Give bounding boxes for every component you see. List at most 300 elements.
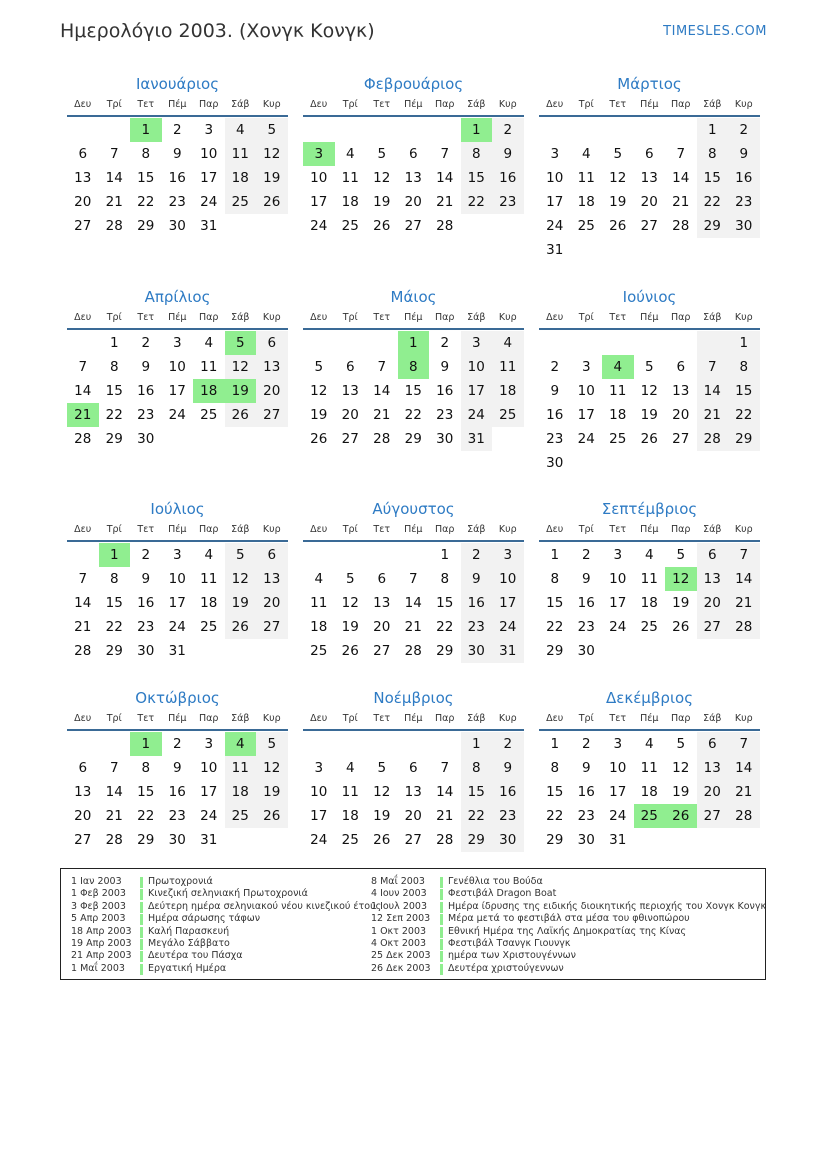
day-cell[interactable]: 1	[550, 547, 560, 563]
day-cell[interactable]: 25	[310, 643, 328, 659]
day-cell[interactable]: 7	[78, 571, 88, 587]
day-cell[interactable]: 6	[408, 146, 418, 162]
day-cell[interactable]: 25	[225, 804, 257, 828]
day-cell[interactable]: 12	[609, 170, 627, 186]
day-cell[interactable]: 7	[408, 571, 418, 587]
day-cell[interactable]: 18	[609, 407, 627, 423]
day-cell[interactable]: 29	[137, 218, 155, 234]
day-cell[interactable]: 29	[461, 828, 493, 852]
day-cell[interactable]: 28	[373, 431, 391, 447]
holiday-day-cell[interactable]: 12	[665, 567, 697, 591]
day-cell[interactable]: 27	[256, 403, 288, 427]
day-cell[interactable]: 28	[74, 643, 92, 659]
day-cell[interactable]: 8	[141, 146, 151, 162]
day-cell[interactable]: 1	[550, 736, 560, 752]
day-cell[interactable]: 14	[74, 595, 92, 611]
day-cell[interactable]: 20	[74, 194, 92, 210]
day-cell[interactable]: 23	[137, 407, 155, 423]
day-cell[interactable]: 20	[256, 379, 288, 403]
day-cell[interactable]: 15	[697, 166, 729, 190]
day-cell[interactable]: 15	[461, 780, 493, 804]
day-cell[interactable]: 26	[640, 431, 658, 447]
day-cell[interactable]: 15	[546, 784, 564, 800]
day-cell[interactable]: 15	[105, 383, 123, 399]
day-cell[interactable]: 30	[436, 431, 454, 447]
day-cell[interactable]: 16	[436, 383, 454, 399]
day-cell[interactable]: 26	[609, 218, 627, 234]
day-cell[interactable]: 25	[640, 619, 658, 635]
day-cell[interactable]: 18	[640, 595, 658, 611]
holiday-day-cell[interactable]: 1	[130, 118, 162, 142]
day-cell[interactable]: 27	[341, 431, 359, 447]
day-cell[interactable]: 26	[310, 431, 328, 447]
day-cell[interactable]: 3	[204, 736, 214, 752]
day-cell[interactable]: 19	[609, 194, 627, 210]
day-cell[interactable]: 12	[672, 760, 690, 776]
day-cell[interactable]: 10	[461, 355, 493, 379]
day-cell[interactable]: 4	[345, 760, 355, 776]
holiday-day-cell[interactable]: 25	[634, 804, 666, 828]
day-cell[interactable]: 25	[225, 190, 257, 214]
day-cell[interactable]: 13	[697, 756, 729, 780]
holiday-day-cell[interactable]: 1	[461, 118, 493, 142]
day-cell[interactable]: 20	[697, 591, 729, 615]
day-cell[interactable]: 15	[404, 383, 422, 399]
day-cell[interactable]: 20	[404, 808, 422, 824]
day-cell[interactable]: 23	[461, 615, 493, 639]
day-cell[interactable]: 28	[105, 218, 123, 234]
day-cell[interactable]: 19	[256, 780, 288, 804]
day-cell[interactable]: 7	[377, 359, 387, 375]
day-cell[interactable]: 8	[461, 756, 493, 780]
day-cell[interactable]: 6	[408, 760, 418, 776]
day-cell[interactable]: 23	[577, 808, 595, 824]
day-cell[interactable]: 15	[546, 595, 564, 611]
day-cell[interactable]: 23	[546, 431, 564, 447]
day-cell[interactable]: 28	[672, 218, 690, 234]
day-cell[interactable]: 6	[78, 146, 88, 162]
day-cell[interactable]: 18	[577, 194, 595, 210]
day-cell[interactable]: 3	[314, 760, 324, 776]
day-cell[interactable]: 8	[440, 571, 450, 587]
day-cell[interactable]: 9	[581, 760, 591, 776]
day-cell[interactable]: 16	[728, 166, 760, 190]
day-cell[interactable]: 31	[546, 242, 564, 258]
day-cell[interactable]: 1	[697, 118, 729, 142]
day-cell[interactable]: 6	[345, 359, 355, 375]
day-cell[interactable]: 6	[697, 543, 729, 567]
day-cell[interactable]: 9	[581, 571, 591, 587]
holiday-day-cell[interactable]: 1	[130, 732, 162, 756]
day-cell[interactable]: 16	[577, 784, 595, 800]
day-cell[interactable]: 4	[204, 335, 214, 351]
day-cell[interactable]: 3	[172, 335, 182, 351]
day-cell[interactable]: 30	[546, 455, 564, 471]
day-cell[interactable]: 7	[109, 146, 119, 162]
day-cell[interactable]: 13	[256, 567, 288, 591]
day-cell[interactable]: 9	[461, 567, 493, 591]
holiday-day-cell[interactable]: 3	[303, 142, 335, 166]
day-cell[interactable]: 10	[310, 784, 328, 800]
day-cell[interactable]: 13	[74, 170, 92, 186]
day-cell[interactable]: 19	[225, 591, 257, 615]
day-cell[interactable]: 1	[109, 335, 119, 351]
day-cell[interactable]: 6	[256, 331, 288, 355]
day-cell[interactable]: 18	[341, 808, 359, 824]
day-cell[interactable]: 11	[341, 784, 359, 800]
day-cell[interactable]: 26	[373, 832, 391, 848]
day-cell[interactable]: 24	[310, 832, 328, 848]
day-cell[interactable]: 15	[105, 595, 123, 611]
day-cell[interactable]: 9	[492, 142, 524, 166]
day-cell[interactable]: 23	[577, 619, 595, 635]
day-cell[interactable]: 5	[314, 359, 324, 375]
day-cell[interactable]: 2	[492, 732, 524, 756]
day-cell[interactable]: 17	[492, 591, 524, 615]
day-cell[interactable]: 22	[461, 190, 493, 214]
day-cell[interactable]: 9	[728, 142, 760, 166]
day-cell[interactable]: 6	[256, 543, 288, 567]
day-cell[interactable]: 24	[200, 194, 218, 210]
day-cell[interactable]: 27	[74, 218, 92, 234]
day-cell[interactable]: 20	[341, 407, 359, 423]
day-cell[interactable]: 20	[640, 194, 658, 210]
day-cell[interactable]: 31	[461, 427, 493, 451]
day-cell[interactable]: 14	[672, 170, 690, 186]
day-cell[interactable]: 22	[137, 808, 155, 824]
day-cell[interactable]: 31	[168, 643, 186, 659]
day-cell[interactable]: 2	[141, 335, 151, 351]
day-cell[interactable]: 21	[728, 591, 760, 615]
day-cell[interactable]: 17	[168, 383, 186, 399]
day-cell[interactable]: 14	[105, 784, 123, 800]
day-cell[interactable]: 16	[492, 780, 524, 804]
day-cell[interactable]: 10	[492, 567, 524, 591]
day-cell[interactable]: 11	[200, 359, 218, 375]
day-cell[interactable]: 5	[644, 359, 654, 375]
day-cell[interactable]: 22	[436, 619, 454, 635]
day-cell[interactable]: 27	[373, 643, 391, 659]
day-cell[interactable]: 13	[256, 355, 288, 379]
day-cell[interactable]: 23	[168, 194, 186, 210]
day-cell[interactable]: 11	[609, 383, 627, 399]
day-cell[interactable]: 30	[492, 828, 524, 852]
day-cell[interactable]: 25	[200, 407, 218, 423]
day-cell[interactable]: 4	[204, 547, 214, 563]
day-cell[interactable]: 14	[728, 756, 760, 780]
day-cell[interactable]: 9	[440, 359, 450, 375]
day-cell[interactable]: 30	[168, 218, 186, 234]
day-cell[interactable]: 30	[577, 832, 595, 848]
day-cell[interactable]: 7	[728, 732, 760, 756]
day-cell[interactable]: 17	[200, 170, 218, 186]
day-cell[interactable]: 21	[105, 194, 123, 210]
day-cell[interactable]: 7	[440, 146, 450, 162]
day-cell[interactable]: 16	[168, 170, 186, 186]
day-cell[interactable]: 2	[461, 543, 493, 567]
day-cell[interactable]: 11	[225, 756, 257, 780]
day-cell[interactable]: 28	[436, 832, 454, 848]
holiday-day-cell[interactable]: 8	[398, 355, 430, 379]
day-cell[interactable]: 24	[609, 619, 627, 635]
day-cell[interactable]: 19	[672, 784, 690, 800]
day-cell[interactable]: 11	[492, 355, 524, 379]
day-cell[interactable]: 29	[105, 431, 123, 447]
day-cell[interactable]: 28	[436, 218, 454, 234]
day-cell[interactable]: 2	[141, 547, 151, 563]
day-cell[interactable]: 3	[550, 146, 560, 162]
day-cell[interactable]: 13	[640, 170, 658, 186]
day-cell[interactable]: 25	[609, 431, 627, 447]
day-cell[interactable]: 28	[728, 615, 760, 639]
day-cell[interactable]: 28	[728, 804, 760, 828]
day-cell[interactable]: 27	[404, 218, 422, 234]
day-cell[interactable]: 29	[546, 832, 564, 848]
day-cell[interactable]: 2	[581, 736, 591, 752]
day-cell[interactable]: 21	[697, 403, 729, 427]
day-cell[interactable]: 4	[492, 331, 524, 355]
day-cell[interactable]: 7	[697, 355, 729, 379]
day-cell[interactable]: 3	[204, 122, 214, 138]
day-cell[interactable]: 2	[550, 359, 560, 375]
day-cell[interactable]: 30	[137, 431, 155, 447]
day-cell[interactable]: 4	[581, 146, 591, 162]
day-cell[interactable]: 19	[640, 407, 658, 423]
day-cell[interactable]: 12	[341, 595, 359, 611]
day-cell[interactable]: 18	[492, 379, 524, 403]
day-cell[interactable]: 3	[613, 736, 623, 752]
day-cell[interactable]: 23	[492, 804, 524, 828]
day-cell[interactable]: 29	[105, 643, 123, 659]
day-cell[interactable]: 10	[168, 359, 186, 375]
day-cell[interactable]: 2	[581, 547, 591, 563]
day-cell[interactable]: 22	[404, 407, 422, 423]
day-cell[interactable]: 19	[256, 166, 288, 190]
day-cell[interactable]: 17	[310, 194, 328, 210]
day-cell[interactable]: 7	[440, 760, 450, 776]
day-cell[interactable]: 17	[609, 595, 627, 611]
day-cell[interactable]: 8	[550, 760, 560, 776]
day-cell[interactable]: 24	[461, 403, 493, 427]
day-cell[interactable]: 31	[609, 832, 627, 848]
holiday-day-cell[interactable]: 1	[398, 331, 430, 355]
day-cell[interactable]: 5	[256, 732, 288, 756]
day-cell[interactable]: 28	[697, 427, 729, 451]
holiday-day-cell[interactable]: 4	[225, 732, 257, 756]
day-cell[interactable]: 18	[225, 780, 257, 804]
day-cell[interactable]: 25	[341, 832, 359, 848]
day-cell[interactable]: 18	[341, 194, 359, 210]
day-cell[interactable]: 27	[74, 832, 92, 848]
day-cell[interactable]: 5	[676, 736, 686, 752]
day-cell[interactable]: 11	[341, 170, 359, 186]
day-cell[interactable]: 23	[492, 190, 524, 214]
day-cell[interactable]: 3	[172, 547, 182, 563]
day-cell[interactable]: 16	[461, 591, 493, 615]
day-cell[interactable]: 10	[200, 146, 218, 162]
day-cell[interactable]: 21	[74, 619, 92, 635]
day-cell[interactable]: 22	[728, 403, 760, 427]
day-cell[interactable]: 12	[256, 756, 288, 780]
day-cell[interactable]: 24	[577, 431, 595, 447]
day-cell[interactable]: 14	[373, 383, 391, 399]
day-cell[interactable]: 19	[373, 194, 391, 210]
day-cell[interactable]: 21	[672, 194, 690, 210]
day-cell[interactable]: 8	[461, 142, 493, 166]
day-cell[interactable]: 16	[137, 595, 155, 611]
day-cell[interactable]: 4	[225, 118, 257, 142]
day-cell[interactable]: 21	[105, 808, 123, 824]
holiday-day-cell[interactable]: 5	[225, 331, 257, 355]
day-cell[interactable]: 29	[404, 431, 422, 447]
day-cell[interactable]: 21	[728, 780, 760, 804]
day-cell[interactable]: 14	[74, 383, 92, 399]
day-cell[interactable]: 10	[310, 170, 328, 186]
day-cell[interactable]: 23	[436, 407, 454, 423]
day-cell[interactable]: 8	[109, 571, 119, 587]
day-cell[interactable]: 21	[404, 619, 422, 635]
day-cell[interactable]: 16	[137, 383, 155, 399]
day-cell[interactable]: 4	[644, 736, 654, 752]
day-cell[interactable]: 16	[492, 166, 524, 190]
day-cell[interactable]: 30	[577, 643, 595, 659]
day-cell[interactable]: 17	[609, 784, 627, 800]
day-cell[interactable]: 15	[436, 595, 454, 611]
day-cell[interactable]: 31	[200, 832, 218, 848]
day-cell[interactable]: 11	[640, 760, 658, 776]
day-cell[interactable]: 11	[577, 170, 595, 186]
day-cell[interactable]: 5	[377, 146, 387, 162]
day-cell[interactable]: 2	[172, 122, 182, 138]
day-cell[interactable]: 5	[377, 760, 387, 776]
day-cell[interactable]: 20	[672, 407, 690, 423]
day-cell[interactable]: 27	[672, 431, 690, 447]
day-cell[interactable]: 24	[609, 808, 627, 824]
day-cell[interactable]: 16	[546, 407, 564, 423]
day-cell[interactable]: 10	[609, 571, 627, 587]
day-cell[interactable]: 12	[225, 355, 257, 379]
day-cell[interactable]: 5	[676, 547, 686, 563]
day-cell[interactable]: 16	[577, 595, 595, 611]
day-cell[interactable]: 22	[137, 194, 155, 210]
day-cell[interactable]: 27	[697, 615, 729, 639]
day-cell[interactable]: 6	[697, 732, 729, 756]
day-cell[interactable]: 14	[105, 170, 123, 186]
day-cell[interactable]: 17	[546, 194, 564, 210]
day-cell[interactable]: 24	[310, 218, 328, 234]
day-cell[interactable]: 28	[105, 832, 123, 848]
day-cell[interactable]: 10	[577, 383, 595, 399]
day-cell[interactable]: 30	[461, 639, 493, 663]
day-cell[interactable]: 30	[137, 643, 155, 659]
day-cell[interactable]: 9	[141, 571, 151, 587]
day-cell[interactable]: 7	[78, 359, 88, 375]
day-cell[interactable]: 26	[373, 218, 391, 234]
day-cell[interactable]: 18	[310, 619, 328, 635]
day-cell[interactable]: 14	[436, 784, 454, 800]
day-cell[interactable]: 9	[141, 359, 151, 375]
day-cell[interactable]: 11	[640, 571, 658, 587]
day-cell[interactable]: 10	[609, 760, 627, 776]
day-cell[interactable]: 12	[640, 383, 658, 399]
day-cell[interactable]: 13	[341, 383, 359, 399]
day-cell[interactable]: 19	[672, 595, 690, 611]
day-cell[interactable]: 6	[377, 571, 387, 587]
day-cell[interactable]: 1	[728, 331, 760, 355]
day-cell[interactable]: 2	[440, 335, 450, 351]
day-cell[interactable]: 11	[310, 595, 328, 611]
day-cell[interactable]: 14	[728, 567, 760, 591]
day-cell[interactable]: 10	[200, 760, 218, 776]
day-cell[interactable]: 17	[310, 808, 328, 824]
day-cell[interactable]: 14	[404, 595, 422, 611]
day-cell[interactable]: 2	[172, 736, 182, 752]
day-cell[interactable]: 20	[404, 194, 422, 210]
day-cell[interactable]: 3	[581, 359, 591, 375]
holiday-day-cell[interactable]: 18	[193, 379, 225, 403]
day-cell[interactable]: 26	[341, 643, 359, 659]
day-cell[interactable]: 25	[492, 403, 524, 427]
day-cell[interactable]: 27	[256, 615, 288, 639]
holiday-day-cell[interactable]: 26	[665, 804, 697, 828]
day-cell[interactable]: 14	[436, 170, 454, 186]
day-cell[interactable]: 3	[461, 331, 493, 355]
day-cell[interactable]: 27	[404, 832, 422, 848]
day-cell[interactable]: 6	[78, 760, 88, 776]
holiday-day-cell[interactable]: 4	[602, 355, 634, 379]
day-cell[interactable]: 9	[172, 146, 182, 162]
day-cell[interactable]: 24	[168, 407, 186, 423]
day-cell[interactable]: 26	[256, 804, 288, 828]
day-cell[interactable]: 26	[225, 615, 257, 639]
day-cell[interactable]: 6	[644, 146, 654, 162]
day-cell[interactable]: 12	[256, 142, 288, 166]
day-cell[interactable]: 22	[546, 619, 564, 635]
day-cell[interactable]: 22	[105, 619, 123, 635]
day-cell[interactable]: 29	[697, 214, 729, 238]
day-cell[interactable]: 29	[546, 643, 564, 659]
day-cell[interactable]: 10	[546, 170, 564, 186]
day-cell[interactable]: 13	[697, 567, 729, 591]
day-cell[interactable]: 25	[200, 619, 218, 635]
day-cell[interactable]: 15	[728, 379, 760, 403]
day-cell[interactable]: 23	[728, 190, 760, 214]
day-cell[interactable]: 4	[314, 571, 324, 587]
day-cell[interactable]: 15	[137, 784, 155, 800]
day-cell[interactable]: 8	[109, 359, 119, 375]
day-cell[interactable]: 26	[672, 619, 690, 635]
day-cell[interactable]: 26	[256, 190, 288, 214]
day-cell[interactable]: 22	[546, 808, 564, 824]
day-cell[interactable]: 9	[492, 756, 524, 780]
day-cell[interactable]: 20	[373, 619, 391, 635]
day-cell[interactable]: 1	[440, 547, 450, 563]
day-cell[interactable]: 4	[345, 146, 355, 162]
day-cell[interactable]: 12	[310, 383, 328, 399]
day-cell[interactable]: 13	[74, 784, 92, 800]
day-cell[interactable]: 11	[200, 571, 218, 587]
day-cell[interactable]: 31	[200, 218, 218, 234]
day-cell[interactable]: 22	[105, 407, 123, 423]
day-cell[interactable]: 8	[550, 571, 560, 587]
day-cell[interactable]: 13	[672, 383, 690, 399]
day-cell[interactable]: 24	[546, 218, 564, 234]
day-cell[interactable]: 12	[373, 170, 391, 186]
day-cell[interactable]: 21	[373, 407, 391, 423]
day-cell[interactable]: 7	[109, 760, 119, 776]
day-cell[interactable]: 13	[404, 170, 422, 186]
day-cell[interactable]: 5	[256, 118, 288, 142]
